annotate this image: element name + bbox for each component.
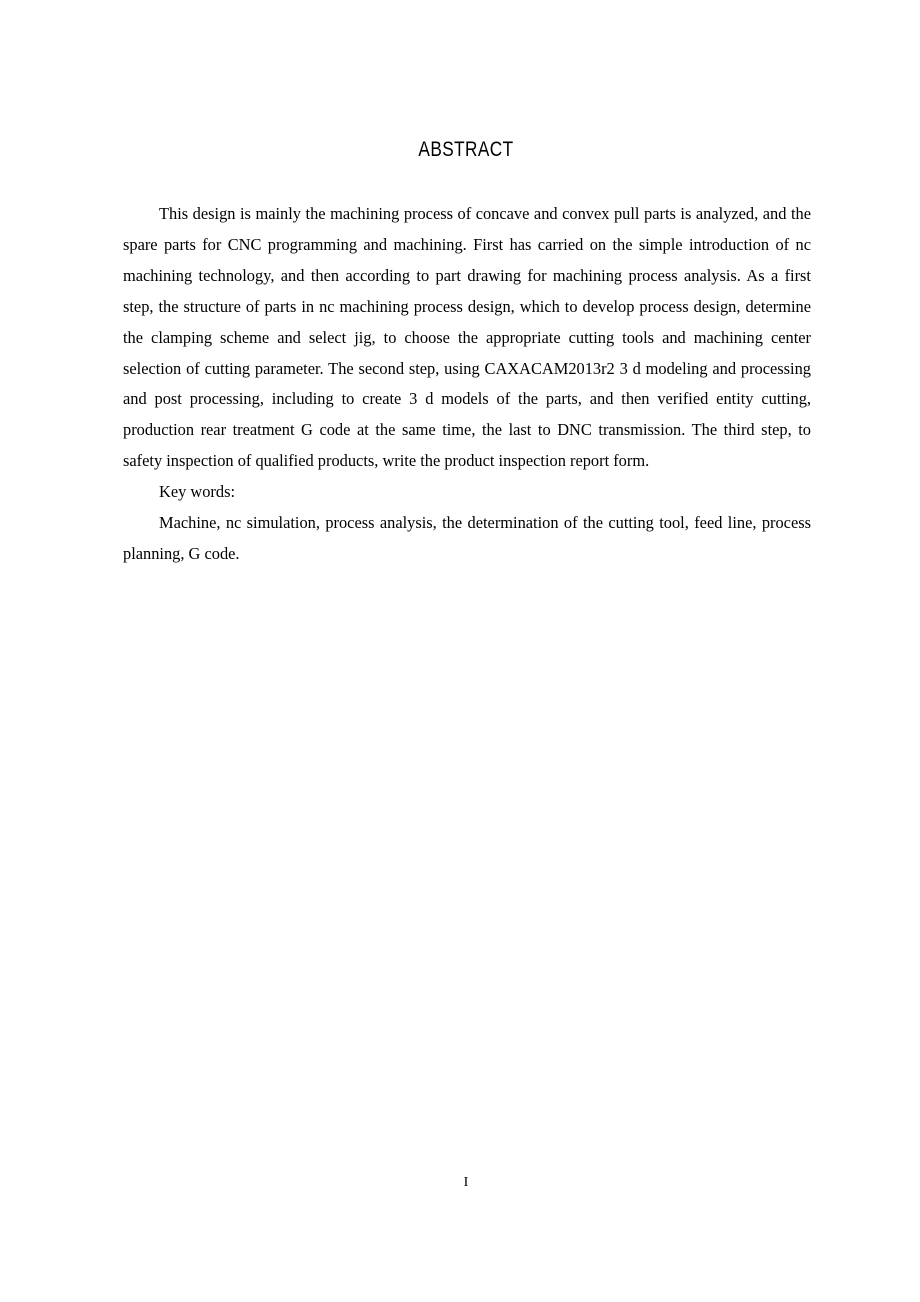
abstract-paragraph: This design is mainly the machining process of concave and convex pull parts is analyzed, and the spare parts for CNC programming and machining. First has carried on the simple introduction of nc machining technology, and then according to part drawing for machining process analysis. As a first step, the structure of parts in nc machining process design, which to develop process design, determine the clamping scheme and select jig, to choose the appropriate cutting tools and machining center selection of cutting parameter. The second step, using CAXACAM2013r2 3 d modeling and processing and post processing, including to create 3 d models of the parts, and then verified entity cutting, production rear treatment G code at the same time, the last to DNC transmission. The third step, to safety inspection of qualified products, write the product inspection report form. — [123, 204, 811, 471]
keywords-label: Key words: — [159, 482, 236, 502]
page-number: I — [463, 1175, 469, 1190]
abstract-body — [123, 199, 811, 570]
keywords-list: Machine, nc simulation, process analysis, the determination of the cutting tool, feed line, process planning, G code. — [123, 513, 811, 563]
abstract-title: ABSTRACT — [418, 138, 514, 161]
